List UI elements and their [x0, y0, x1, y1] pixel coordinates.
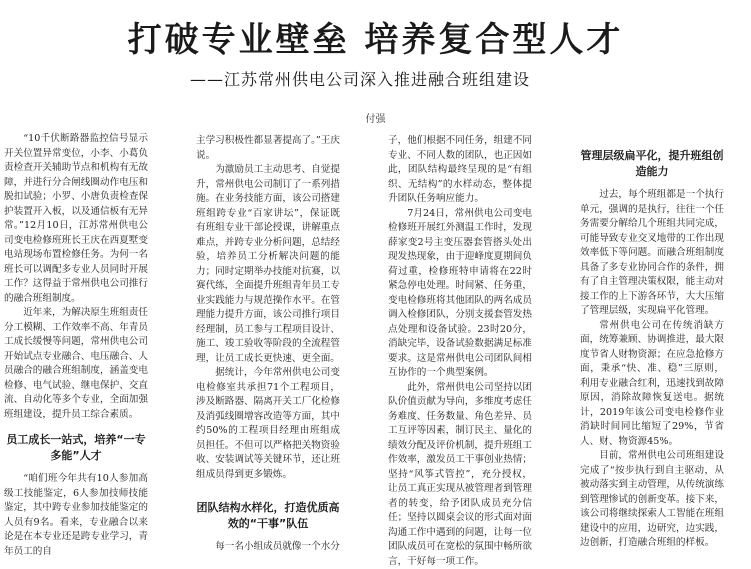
paragraph: 每一名小组成员就像一个水分	[196, 540, 340, 555]
paragraph: 据统计，今年常州供电公司变电检修室共承担71个工程项目，涉及断路器、隔离开关工厂化检修及消弧线圈增容改造等方面，其中约50%的工程项目经理由班组成员担任。不但可以严格把关物资验收、安装调试等关键环节，还让班组成员得到更多锻炼。	[196, 366, 340, 482]
article-title: 打破专业壁垒 培养复合型人才	[0, 20, 751, 60]
paragraph: 7月24日，常州供电公司变电检修班开展红外测温工作时，发现薛家变2号主变压器套管搭头处出现发热现象，由于迎峰度夏期间负荷过重，检修班特申请将在22时紧急停电处理。时间紧、任务重，变电检修班将其他团队的两名成员调入检修团队，分别支援套管发热点处理和设备试验。23时20分，消缺完毕，设备试验数据满足标准要求。这是常州供电公司团队间相互协作的一个典型案例。	[388, 207, 532, 381]
column-4	[580, 134, 724, 526]
paragraph: “咱们班今年共有10人参加高级工技能鉴定，6人参加技师技能鉴定，其中跨专业参加技能鉴定的人员有9名。看来，专业融合以来论是在本专业还是跨专业学习，青年员工的自	[4, 472, 148, 559]
article-subtitle: ——江苏常州供电公司深入推进融合班组建设	[190, 70, 610, 90]
paragraph: 近年来，为解决原生班组责任分工模糊、工作效率不高、年青员工成长缓慢等问题，常州供电公司开始试点专业融合、电压融合、人员融合的融合班组制度，涵盖变电检修、电气试验、继电保护、交直流、自动化等多个专业，全面加强班组建设，提升员工综合素质。	[4, 306, 148, 422]
paragraph: 子，他们根据不同任务，组建不同专业、不同人数的团队，也正因如此，团队结构最终呈现的是“有组织、无结构”的水样动态，整体提升团队任务响应能力。	[388, 134, 532, 207]
paragraph: 常州供电公司在传统消缺方面，统筹兼顾、协调推进，最大限度节省人财物资源；在应急抢修方面，秉承“快、准、稳”三原则，利用专业融合红利，迅速找到故障原因，消除故障恢复送电。据统计，2019年该公司变电检修作业消缺时间同比缩短了29%，节省人、财、物资源45%。	[580, 319, 724, 450]
paragraph: 此外，常州供电公司坚持以团队价值贡献为导向，多维度考虑任务难度、任务数量、角色差异、员工互评等因素，制订民主、量化的绩效分配及评价机制，提升班组工作效率，激发员工干事创业热情；坚持“风筝式管控”，充分授权，让员工真正实现从被管理者到管理者的转变，给予团队成员充分信任；坚持以圆桌会议的形式面对面沟通工作中遇到的问题，让每一位团队成员可在宽松的氛围中畅所欲言，干好每一项工作。	[388, 381, 532, 569]
paragraph: 为激励员工主动思考、自觉提升，常州供电公司制订了一系列措施。在业务技能方面，该公司搭建班组跨专业“百家讲坛”，保证既有班组专业干部论授课，讲解重点难点，并跨专业分析问题，总结经验，培养员工分析解决问题的能力；同时定期举办技能对抗赛，以赛代练，全面提升班组青年员工专业实践能力与规范操作水平。在管理能力提升方面，该公司推行项目经理制，员工参与工程项目设计、施工、竣工验收等阶段的全流程管理，让员工成长更快速、更全面。	[196, 163, 340, 366]
article-author: 付强	[0, 114, 751, 126]
paragraph: “10千伏断路器监控信号显示开关位置异常变位，小李、小葛负责检查开关辅助节点和机构有无故障，并进行分合闸线圈动作电压和脱扣试验；小罗、小唐负责检查保护装置开入板，以及通信板有无异常。”12月10日，江苏常州供电公司变电检修班班长王庆在西夏墅变电站现场布置检修任务。为何一名班长可以调配多专业人员同时开展工作？这得益于常州供电公司推行的融合班组制度。	[4, 132, 148, 306]
section-heading: 团队结构水样化，打造优质高效的“干事”队伍	[196, 500, 340, 532]
paragraph: 目前，常州供电公司班组建设完成了“按步执行到自主驱动，从被动落实到主动管理，从传统演练到管理惨试的创新变革。接下来，该公司将继续探索人工智能在班组建设中的应用，边研究，边实践，边创新，打造融合班组的样板。	[580, 449, 724, 551]
column-1	[4, 132, 148, 524]
paragraph: 主学习积极性都显著提高了。”王庆说。	[196, 134, 340, 163]
paragraph: 过去，每个班组都是一个执行单元，强调的是执行，往往一个任务需要分解给几个班组共同完成，可能导致专业交叉地带的工作出现效率低下等问题。而融合班组制度具备了多专业协同合作的条件，拥有了自主管理决策权限，能主动对接工作的上下游各环节，大大压缩了管理层级，实现扁平化管理。	[580, 188, 724, 319]
column-3	[388, 134, 532, 526]
section-heading: 管理层级扁平化，提升班组创造能力	[580, 148, 724, 180]
section-heading: 员工成长一站式，培养“一专多能”人才	[4, 432, 148, 464]
column-2	[196, 134, 340, 526]
